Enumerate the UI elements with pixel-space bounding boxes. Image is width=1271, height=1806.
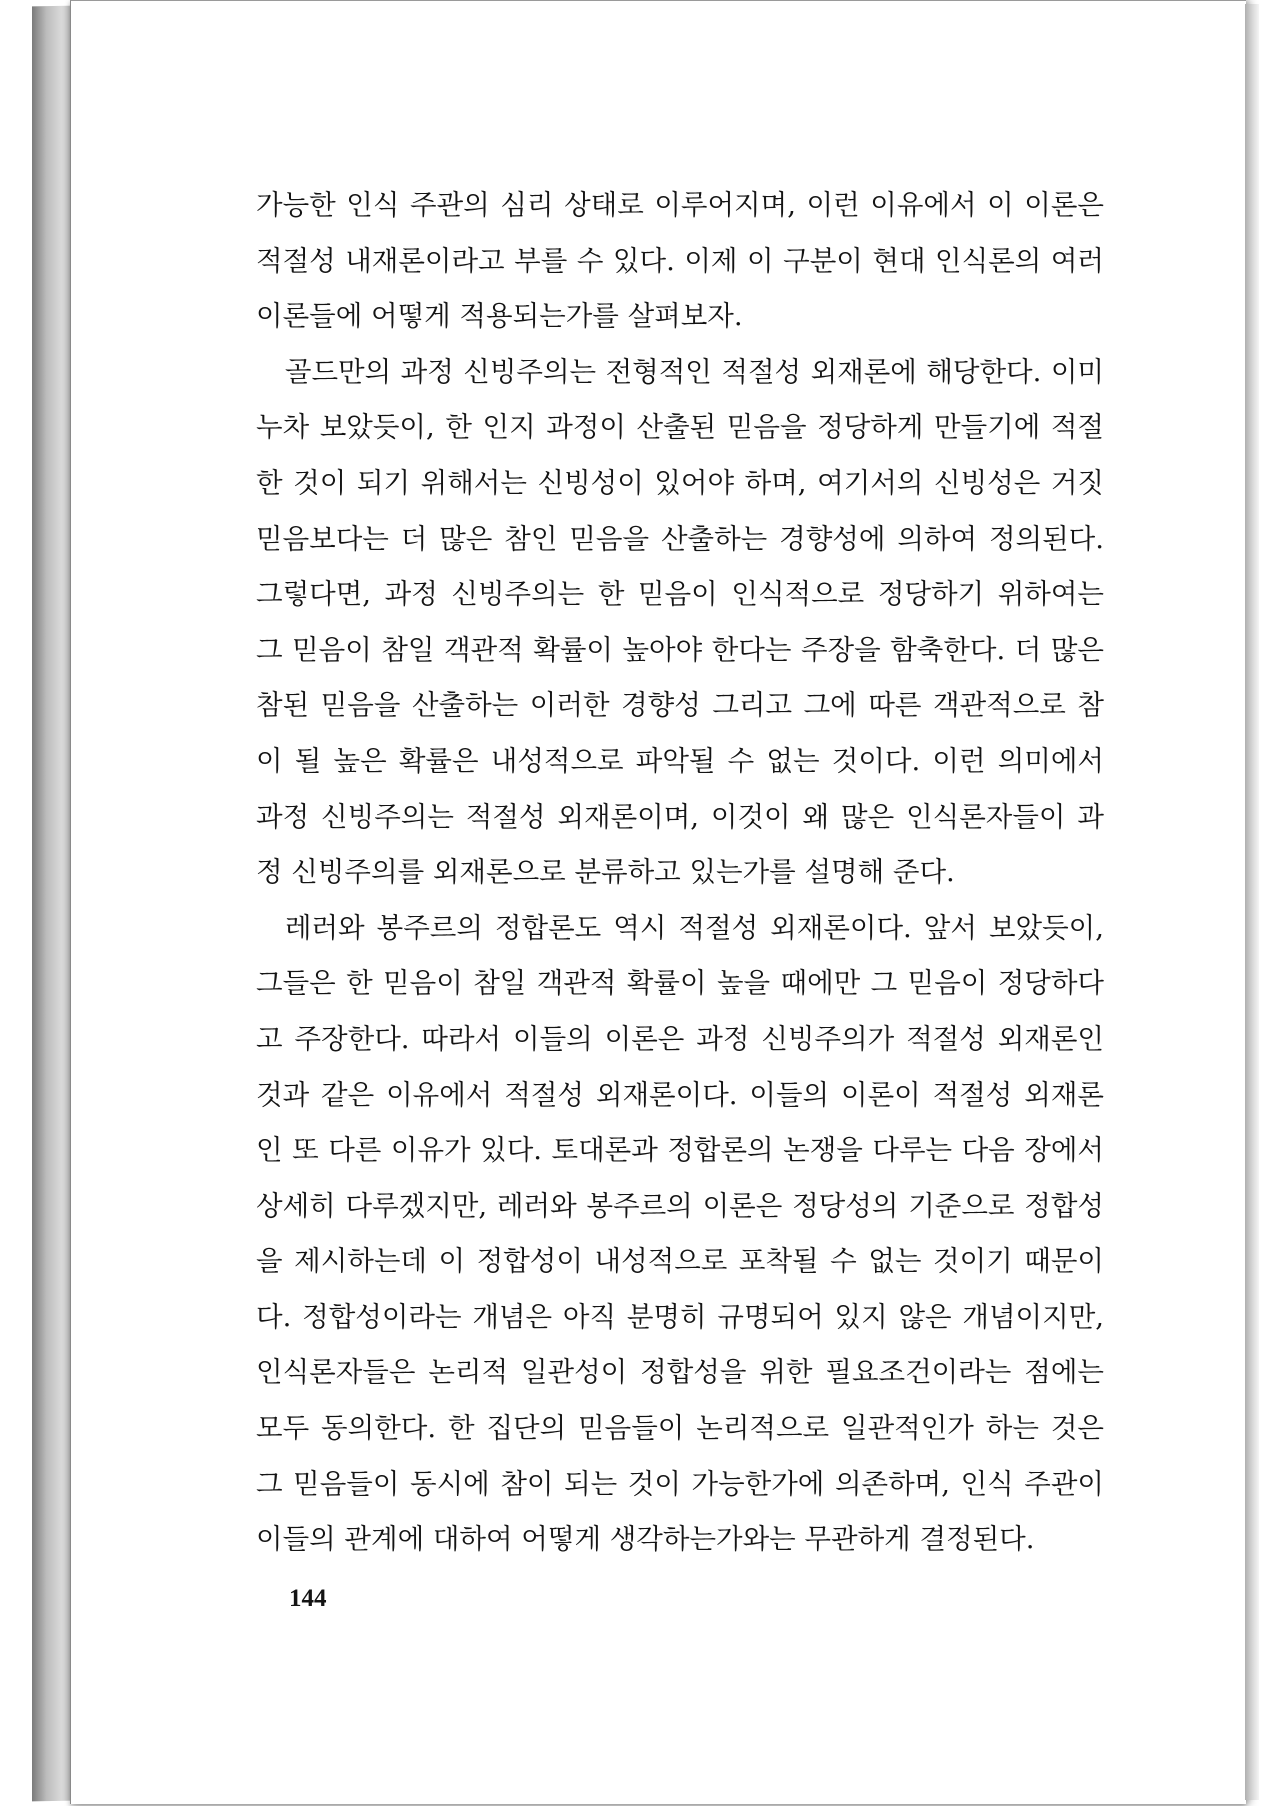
body-text xyxy=(256,178,1104,1568)
page-number: 144 xyxy=(289,1585,327,1612)
paragraph-3: 레러와 봉주르의 정합론도 역시 적절성 외재론이다. 앞서 보았듯이, 그들은 한 믿음이 참일 객관적 확률이 높을 때에만 그 믿음이 정당하다고 주장한다. 따라서 이들의 이론은 과정 신빙주의가 적절성 외재론인 것과 같은 이유에서 적절성 외재론이다. 이들의 이론이 적절성 외재론인 또 다른 이유가 있다. 토대론과 정합론의 논쟁을 다루는 다음 장에서 상세히 다루겠지만, 레러와 봉주르의 이론은 정당성의 기준으로 정합성을 제시하는데 이 정합성이 내성적으로 포착될 수 없는 것이기 때문이다. 정합성이라는 개념은 아직 분명히 규명되어 있지 않은 개념이지만, 인식론자들은 논리적 일관성이 정합성을 위한 필요조건이라는 점에는 모두 동의한다. 한 집단의 믿음들이 논리적으로 일관적인가 하는 것은 그 믿음들이 동시에 참이 되는 것이 가능한가에 의존하며, 인식 주관이 이들의 관계에 대하여 어떻게 생각하는가와는 무관하게 결정된다. xyxy=(256,911,1104,1556)
page-edge xyxy=(1245,4,1259,1800)
paragraph-1: 가능한 인식 주관의 심리 상태로 이루어지며, 이런 이유에서 이 이론은 적절성 내재론이라고 부를 수 있다. 이제 이 구분이 현대 인식론의 여러 이론들에 어떻게 적용되는가를 살펴보자. xyxy=(256,189,1104,333)
paragraph-2: 골드만의 과정 신빙주의는 전형적인 적절성 외재론에 해당한다. 이미 누차 보았듯이, 한 인지 과정이 산출된 믿음을 정당하게 만들기에 적절한 것이 되기 위해서는 신빙성이 있어야 하며, 여기서의 신빙성은 거짓 믿음보다는 더 많은 참인 믿음을 산출하는 경향성에 의하여 정의된다. 그렇다면, 과정 신빙주의는 한 믿음이 인식적으로 정당하기 위하여는 그 믿음이 참일 객관적 확률이 높아야 한다는 주장을 함축한다. 더 많은 참된 믿음을 산출하는 이러한 경향성 그리고 그에 따른 객관적으로 참이 될 높은 확률은 내성적으로 파악될 수 없는 것이다. 이런 의미에서 과정 신빙주의는 적절성 외재론이며, 이것이 왜 많은 인식론자들이 과정 신빙주의를 외재론으로 분류하고 있는가를 설명해 준다. xyxy=(256,355,1104,889)
page-spine xyxy=(32,6,74,1802)
